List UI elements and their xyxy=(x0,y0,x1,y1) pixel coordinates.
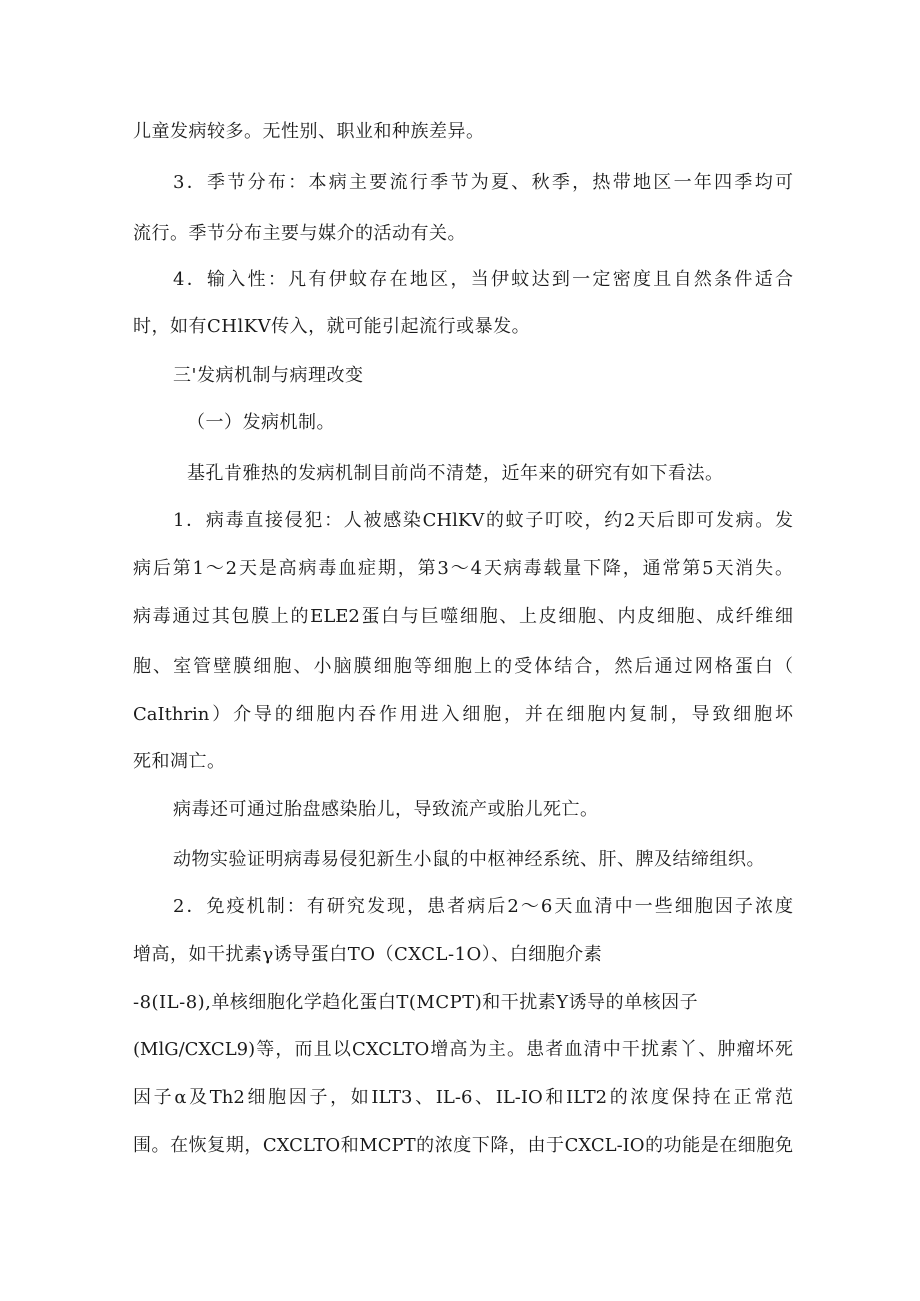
text-line: 病毒还可通过胎盘感染胎儿，导致流产或胎儿死亡。 xyxy=(173,799,599,820)
text-line: 2．免疫机制：有研究发现，患者病后2～6天血清中一些细胞因子浓度 xyxy=(173,896,793,917)
text-line: 4．输入性：凡有伊蚊存在地区，当伊蚊达到一定密度且自然条件适合 xyxy=(173,269,793,290)
text-line: 胞、室管壁膜细胞、小脑膜细胞等细胞上的受体结合，然后通过网格蛋白（ xyxy=(133,656,793,677)
text-line: (MlG/CXCL9)等，而且以CXCLTO增高为主。患者血清中干扰素丫、肿瘤坏死 xyxy=(133,1039,793,1060)
text-line: 1．病毒直接侵犯：人被感染CHlKV的蚊子叮咬，约2天后即可发病。发 xyxy=(173,510,793,531)
text-line: CaIthrin）介导的细胞内吞作用进入细胞，并在细胞内复制，导致细胞坏 xyxy=(133,704,793,725)
text-line: 死和凋亡。 xyxy=(133,751,226,772)
text-line: 病后第1～2天是高病毒血症期，第3～4天病毒载量下降，通常第5天消失。 xyxy=(133,558,793,579)
text-line: 流行。季节分布主要与媒介的活动有关。 xyxy=(133,223,466,244)
text-line: 基孔肯雅热的发病机制目前尚不清楚，近年来的研究有如下看法。 xyxy=(187,463,724,484)
subsection-heading: （一）发病机制。 xyxy=(187,412,335,433)
text-line: 病毒通过其包膜上的ELE2蛋白与巨噬细胞、上皮细胞、内皮细胞、成纤维细 xyxy=(133,606,793,627)
text-line: 3．季节分布：本病主要流行季节为夏、秋季，热带地区一年四季均可 xyxy=(173,172,793,193)
text-line: 增高，如干扰素γ诱导蛋白TO（CXCL-1O）、白细胞介素 xyxy=(133,944,603,965)
text-line: -8(IL-8),单核细胞化学趋化蛋白T(MCPT)和干扰素Y诱导的单核因子 xyxy=(133,992,699,1013)
text-line: 动物实验证明病毒易侵犯新生小鼠的中枢神经系统、肝、脾及结缔组织。 xyxy=(173,849,765,870)
text-line: 围。在恢复期，CXCLTO和MCPT的浓度下降，由于CXCL-IO的功能是在细胞免 xyxy=(133,1135,793,1156)
text-line: 因子α及Th2细胞因子，如ILT3、IL-6、IL-IO和ILT2的浓度保持在正常范 xyxy=(133,1087,793,1108)
text-line: 时，如有CHlKV传入，就可能引起流行或暴发。 xyxy=(133,316,531,337)
text-line: 儿童发病较多。无性别、职业和种族差异。 xyxy=(133,121,485,142)
section-heading: 三'发病机制与病理改变 xyxy=(173,365,364,386)
